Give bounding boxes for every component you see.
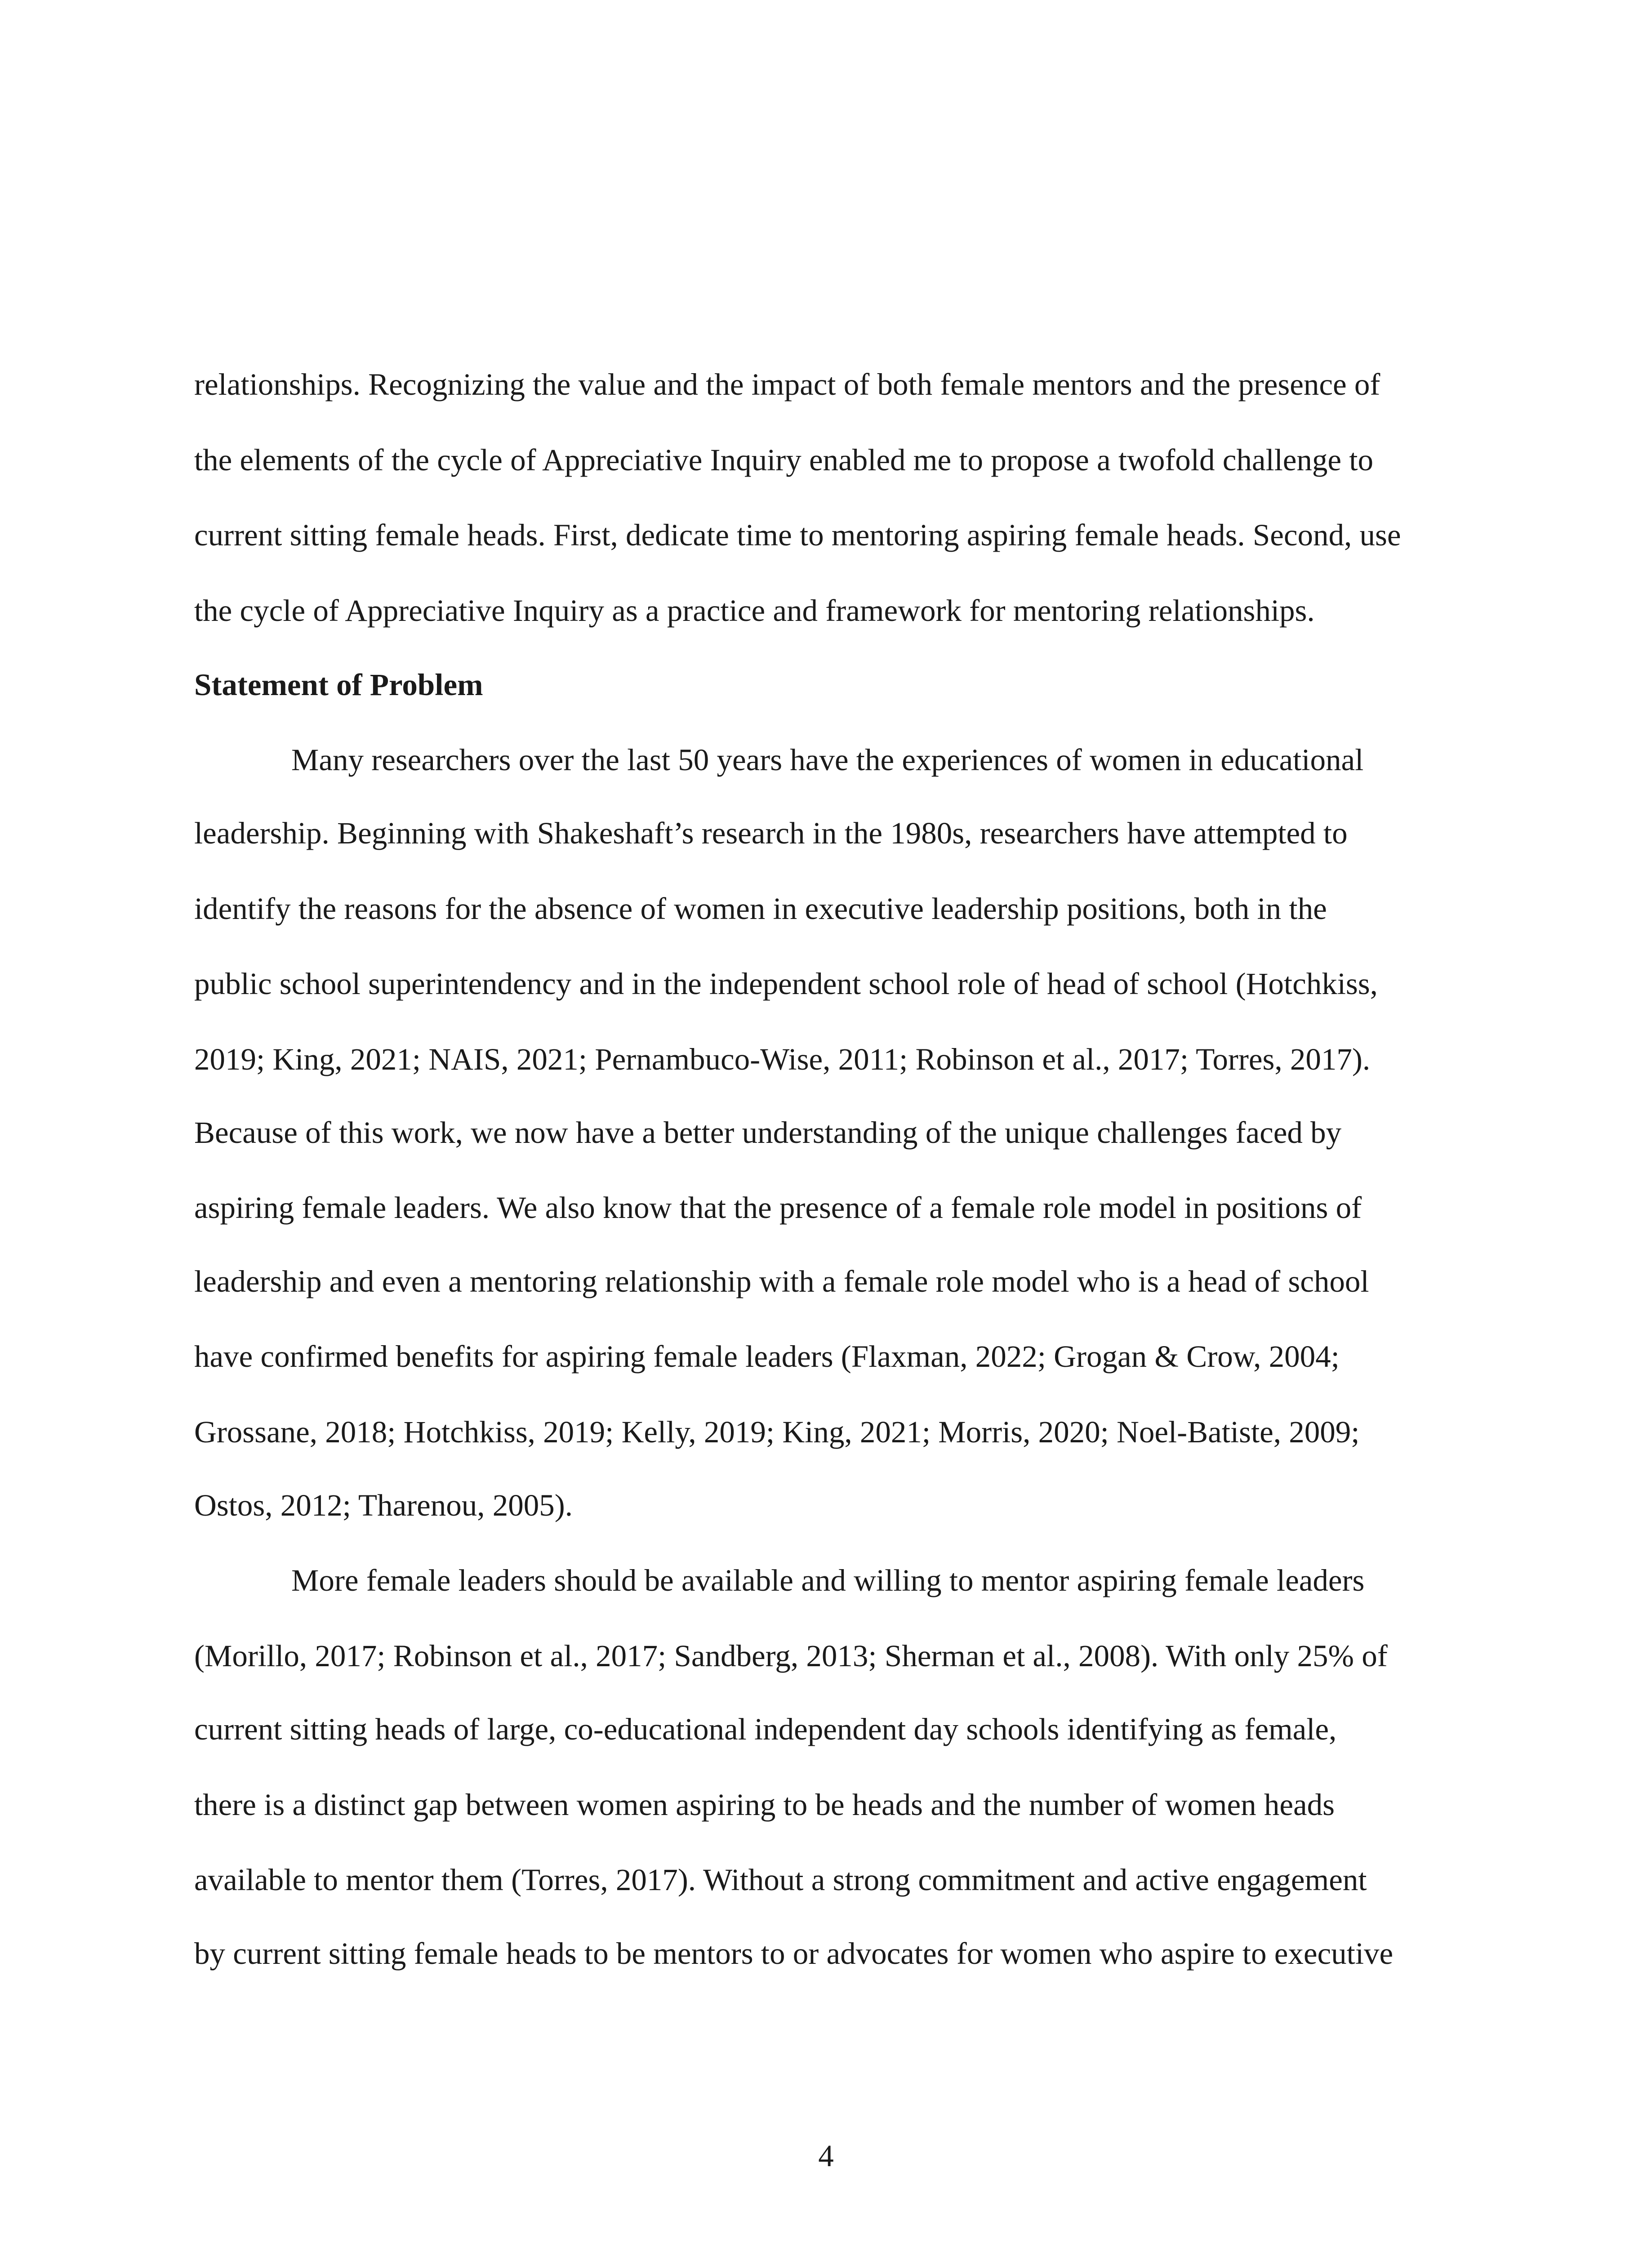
text-line: available to mentor them (Torres, 2017). Without a strong commitment and active engagement <box>194 1863 1367 1897</box>
text-line: Many researchers over the last 50 years have the experiences of women in educational <box>291 743 1364 777</box>
text-line: relationships. Recognizing the value and the impact of both female mentors and the presence of <box>194 367 1380 401</box>
text-line: More female leaders should be available and willing to mentor aspiring female leaders <box>291 1563 1365 1597</box>
text-line: identify the reasons for the absence of women in executive leadership positions, both in the <box>194 892 1327 926</box>
text-line: have confirmed benefits for aspiring female leaders (Flaxman, 2022; Grogan & Crow, 2004; <box>194 1339 1340 1374</box>
text-line: aspiring female leaders. We also know that the presence of a female role model in positions of <box>194 1191 1362 1225</box>
text-line: public school superintendency and in the independent school role of head of school (Hotchkiss, <box>194 967 1378 1001</box>
text-line: Grossane, 2018; Hotchkiss, 2019; Kelly, 2019; King, 2021; Morris, 2020; Noel-Batiste, 2009; <box>194 1415 1360 1449</box>
text-line: the elements of the cycle of Appreciative Inquiry enabled me to propose a twofold challenge to <box>194 443 1373 477</box>
page-number: 4 <box>818 2139 834 2173</box>
text-line: leadership. Beginning with Shakeshaft’s research in the 1980s, researchers have attempted to <box>194 816 1348 850</box>
text-line: Ostos, 2012; Tharenou, 2005). <box>194 1488 573 1522</box>
text-line: 2019; King, 2021; NAIS, 2021; Pernambuco-Wise, 2011; Robinson et al., 2017; Torres, 2017). <box>194 1042 1371 1076</box>
text-line: Because of this work, we now have a better understanding of the unique challenges faced by <box>194 1115 1342 1150</box>
section-heading: Statement of Problem <box>194 668 483 702</box>
text-line: by current sitting female heads to be mentors to or advocates for women who aspire to executive <box>194 1936 1394 1971</box>
text-line: there is a distinct gap between women aspiring to be heads and the number of women heads <box>194 1788 1335 1822</box>
text-line: current sitting female heads. First, dedicate time to mentoring aspiring female heads. Second, use <box>194 518 1401 552</box>
text-line: the cycle of Appreciative Inquiry as a practice and framework for mentoring relationships. <box>194 593 1315 628</box>
text-line: current sitting heads of large, co-educational independent day schools identifying as female, <box>194 1712 1337 1746</box>
text-line: (Morillo, 2017; Robinson et al., 2017; Sandberg, 2013; Sherman et al., 2008). With only 25% of <box>194 1639 1388 1673</box>
text-line: leadership and even a mentoring relationship with a female role model who is a head of school <box>194 1264 1369 1298</box>
